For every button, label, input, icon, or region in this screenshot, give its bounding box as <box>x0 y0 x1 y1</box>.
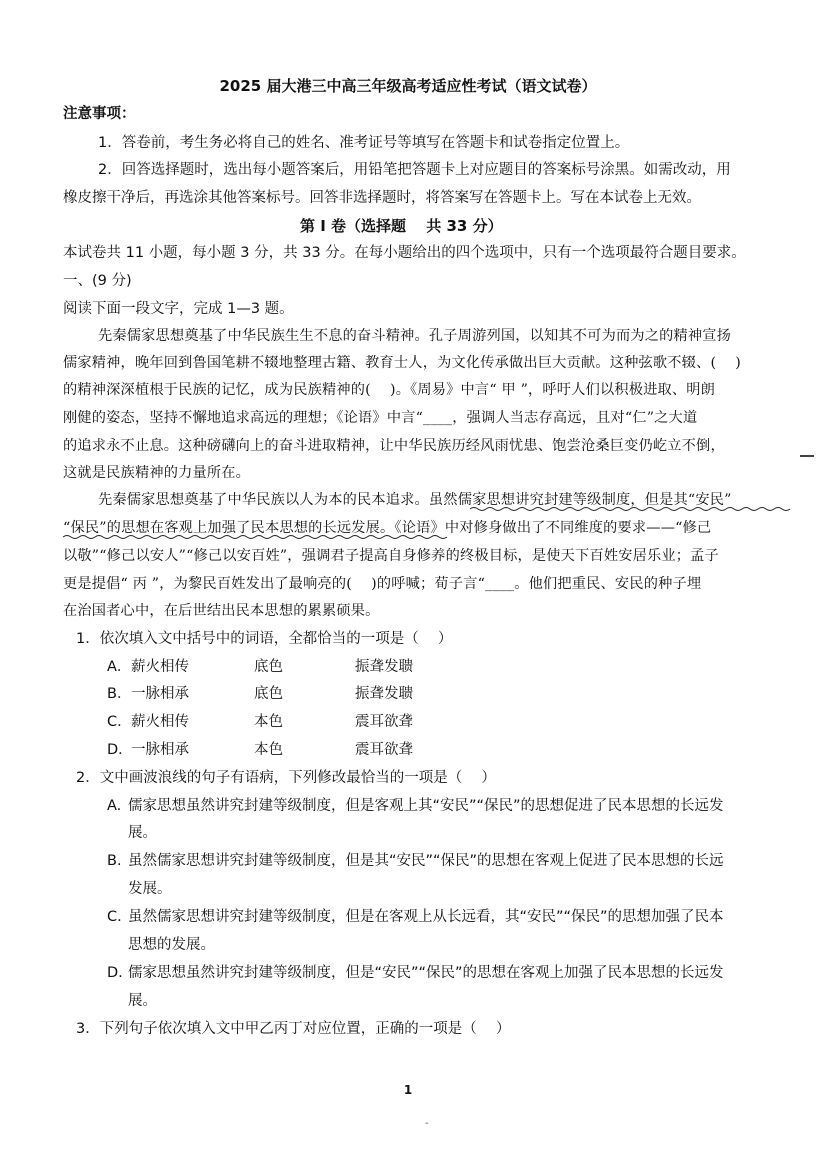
passage-p2-line-5: 在治国者心中，在后世结出民本思想的累累硕果。 <box>63 603 380 619</box>
q1-option-a-word-1: 薪火相传 <box>131 659 189 675</box>
q1-option-d-word-3: 震耳欲聋 <box>355 742 413 758</box>
page-title: 2025 届大港三中高三年级高考适应性考试（语文试卷） <box>219 77 597 95</box>
q1-option-b-word-2: 底色 <box>254 686 283 702</box>
q1-option-d-word-1: 一脉相承 <box>131 742 189 758</box>
q2-option-b-line-1: 虽然儒家思想讲究封建等级制度，但是其“安民”“保民”的思想在客观上促进了民本思想的长远 <box>128 853 724 869</box>
passage-p2-line-1: 先秦儒家思想奠基了中华民族以人为本的民本追求。虽然儒家思想讲究封建等级制度，但是其“安民” <box>98 492 732 508</box>
q2-option-d-line-2: 展。 <box>128 993 157 1009</box>
notice-item-1: 1．答卷前，考生务必将自己的姓名、准考证号等填写在答题卡和试卷指定位置上。 <box>98 135 630 151</box>
q1-option-a-label: A． <box>107 659 132 675</box>
section-title: 第 I 卷（选择题 共 33 分） <box>300 217 503 235</box>
q2-option-a-label: A. <box>107 798 122 814</box>
q1-option-b-word-1: 一脉相承 <box>131 686 189 702</box>
notice-item-2-cont: 橡皮擦干净后，再选涂其他答案标号。回答非选择题时，将答案写在答题卡上。写在本试卷上无效。 <box>63 190 701 206</box>
notice-heading: 注意事项： <box>63 106 136 122</box>
q2-option-b-line-2: 发展。 <box>128 881 172 897</box>
passage-p1-line-1: 先秦儒家思想奠基了中华民族生生不息的奋斗精神。孔子周游列国，以知其不可为而为之的精神宣扬 <box>98 328 732 344</box>
q2-option-c-label: C. <box>107 909 122 925</box>
footer-dot: - <box>425 1118 429 1129</box>
q2-option-d-label: D. <box>107 965 123 981</box>
passage-p1-line-5: 的追求永不止息。这种磅礴向上的奋斗进取精神，让中华民族历经风雨忧患、饱尝沧桑巨变仍屹立不倒， <box>63 438 725 454</box>
q1-option-a-word-3: 振聋发聩 <box>355 659 413 675</box>
passage-p1-line-4: 刚健的姿态，坚持不懈地追求高远的理想；《论语》中言“____，强调人当志存高远，且对“仁”之大道 <box>63 410 698 426</box>
q2-option-a-line-1: 儒家思想虽然讲究封建等级制度，但是客观上其“安民”“保民”的思想促进了民本思想的长远发 <box>128 798 724 814</box>
passage-p1-line-6: 这就是民族精神的力量所在。 <box>63 465 251 481</box>
q1-option-c-word-3: 震耳欲聋 <box>355 714 413 730</box>
passage-p1-line-3: 的精神深深植根于民族的记忆，成为民族精神的( )。《周易》中言“ 甲 ”，呼吁人们以积极进取、明朗 <box>63 382 716 398</box>
q2-option-a-line-2: 展。 <box>128 825 157 841</box>
q1-option-c-word-1: 薪火相传 <box>131 714 189 730</box>
q1-option-c-label: C． <box>107 714 132 730</box>
q2-option-d-line-1: 儒家思想虽然讲究封建等级制度，但是“安民”“保民”的思想在客观上加强了民本思想的长远发 <box>128 965 724 981</box>
q1-option-c-word-2: 本色 <box>254 714 283 730</box>
q1-option-b-word-3: 振聋发聩 <box>355 686 413 702</box>
page-number: 1 <box>403 1083 413 1097</box>
question-1-stem: 1．依次填入文中括号中的词语，全都恰当的一项是（ ） <box>76 631 453 647</box>
q1-option-d-word-2: 本色 <box>254 742 283 758</box>
q1-option-a-word-2: 底色 <box>254 659 283 675</box>
passage-p2-line-3: 以敬”“修己以安人”“修己以安百姓”，强调君子提高自身修养的终极目标，是使天下百姓安居乐业；孟子 <box>63 548 719 564</box>
q2-option-c-line-1: 虽然儒家思想讲究封建等级制度，但是在客观上从长远看，其“安民”“保民”的思想加强了民本 <box>128 909 724 925</box>
passage-p1-line-2: 儒家精神，晚年回到鲁国笔耕不辍地整理古籍、教育士人，为文化传承做出巨大贡献。这种弦歌不辍、( ) <box>63 355 742 371</box>
part-heading: 一、(9 分) <box>63 273 132 289</box>
reading-instruction: 阅读下面一段文字，完成 1—3 题。 <box>63 301 294 317</box>
q2-option-b-label: B. <box>107 853 122 869</box>
margin-mark <box>800 455 814 457</box>
section-desc: 本试卷共 11 小题，每小题 3 分，共 33 分。在每小题给出的四个选项中，只有一个选项最符合题目要求。 <box>63 245 746 261</box>
passage-p2-line-2: “保民”的思想在客观上加强了民本思想的长远发展。《论语》中对修身做出了不同维度的要求——“修己 <box>63 520 712 536</box>
q1-option-d-label: D． <box>107 742 133 758</box>
q2-option-c-line-2: 思想的发展。 <box>128 937 215 953</box>
q1-option-b-label: B． <box>107 686 132 702</box>
passage-p2-line-4: 更是提倡“ 丙 ”，为黎民百姓发出了最响亮的( )的呼喊；荀子言“____。他们把重民、安民的种子埋 <box>63 576 702 592</box>
question-2-stem: 2．文中画波浪线的句子有语病，下列修改最恰当的一项是（ ） <box>76 770 496 786</box>
notice-item-2: 2．回答选择题时，选出每小题答案后，用铅笔把答题卡上对应题目的答案标号涂黑。如需改动，用 <box>98 162 731 178</box>
question-3-stem: 3．下列句子依次填入文中甲乙丙丁对应位置，正确的一项是（ ） <box>76 1021 511 1037</box>
